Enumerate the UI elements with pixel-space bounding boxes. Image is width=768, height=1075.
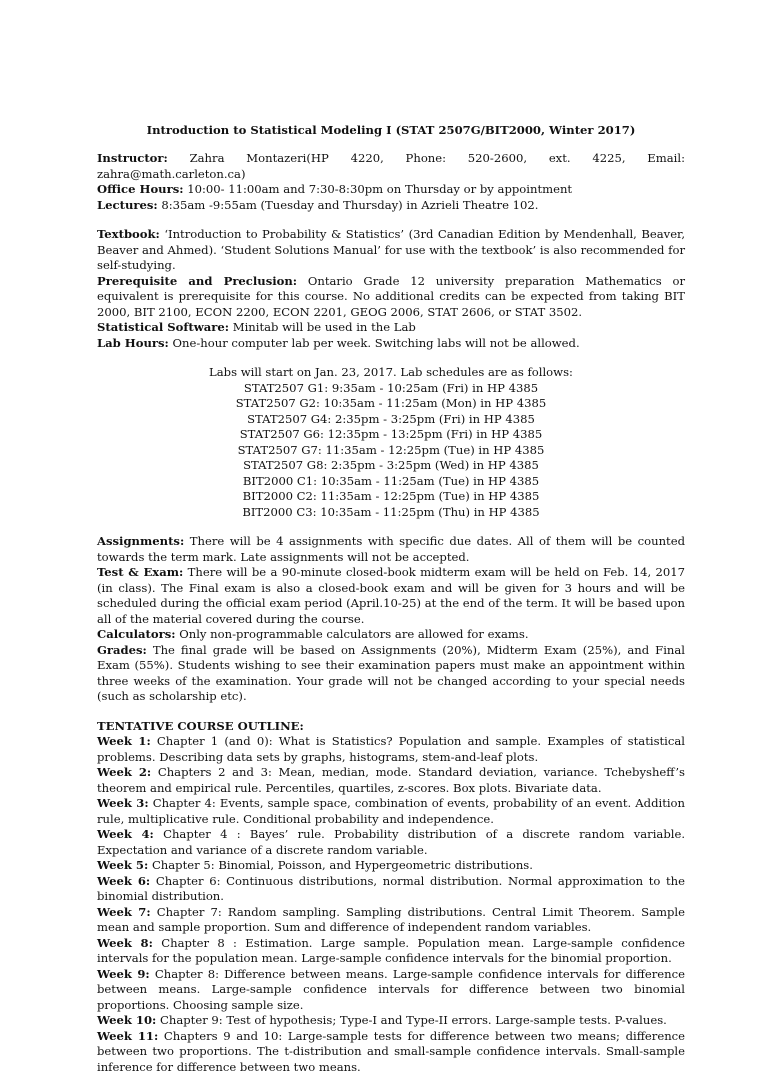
- lab-schedule-item: BIT2000 C3: 10:35am - 11:25pm (Thu) in HP 4385: [97, 505, 685, 521]
- instructor-label: Instructor:: [97, 151, 168, 165]
- week-label: Week 9:: [97, 967, 150, 981]
- lab-schedule-intro: Labs will start on Jan. 23, 2017. Lab schedules are as follows:: [97, 365, 685, 381]
- week-text: Chapter 7: Random sampling. Sampling distributions. Central Limit Theorem. Sample mean and sample proportion. Sum and difference of independent random variables.: [97, 905, 685, 935]
- office-hours-text: 10:00- 11:00am and 7:30-8:30pm on Thursday or by appointment: [187, 182, 572, 196]
- outline-week: [97, 905, 685, 936]
- lab-schedule-item: STAT2507 G2: 10:35am - 11:25am (Mon) in HP 4385: [97, 396, 685, 412]
- lab-schedule-item: STAT2507 G7: 11:35am - 12:25pm (Tue) in HP 4385: [97, 443, 685, 459]
- lab-schedule-item: STAT2507 G6: 12:35pm - 13:25pm (Fri) in HP 4385: [97, 427, 685, 443]
- test-exam-label: Test & Exam:: [97, 565, 183, 579]
- prerequisite-label: Prerequisite and Preclusion:: [97, 274, 297, 288]
- lab-schedule-item: STAT2507 G1: 9:35am - 10:25am (Fri) in HP 4385: [97, 381, 685, 397]
- instructor-text: Zahra Montazeri(HP 4220, Phone: 520-2600, ext. 4225, Email: zahra@math.carleton.ca): [97, 151, 685, 181]
- assignments-text: There will be 4 assignments with specific due dates. All of them will be counted towards the term mark. Late assignments will not be accepted.: [97, 534, 685, 564]
- grades-paragraph: [97, 643, 685, 705]
- software-text: Minitab will be used in the Lab: [233, 320, 416, 334]
- lab-schedule: [97, 365, 685, 520]
- week-text: Chapter 8 : Estimation. Large sample. Population mean. Large-sample confidence intervals for the population mean. Large-sample confidence intervals for the binomial proportion.: [97, 936, 685, 966]
- prerequisite-text: Ontario Grade 12 university preparation Mathematics or equivalent is prerequisite for this course. No additional credits can be expected from taking BIT 2000, BIT 2100, ECON 2200, ECON 2201, GEOG 2006, STAT 2606, or STAT 3502.: [97, 274, 685, 319]
- assignments-paragraph: [97, 534, 685, 565]
- outline-week: [97, 796, 685, 827]
- spacer: [97, 520, 685, 534]
- week-label: Week 11:: [97, 1029, 158, 1043]
- course-outline: [97, 719, 685, 1075]
- grades-text: The final grade will be based on Assignments (20%), Midterm Exam (25%), and Final Exam (55%). Students wishing to see their examination papers must make an appointment within three weeks of the examination. Your grade will not be changed according to your special needs (such as scholarship etc).: [97, 643, 685, 704]
- outline-week: [97, 936, 685, 967]
- office-hours-label: Office Hours:: [97, 182, 184, 196]
- week-label: Week 4:: [97, 827, 154, 841]
- spacer: [97, 351, 685, 365]
- textbook-paragraph: [97, 227, 685, 274]
- lectures-line: [97, 198, 685, 214]
- week-text: Chapter 4 : Bayes’ rule. Probability distribution of a discrete random variable. Expectation and variance of a discrete random variable.: [97, 827, 685, 857]
- prerequisite-paragraph: [97, 274, 685, 321]
- assignments-label: Assignments:: [97, 534, 184, 548]
- lectures-label: Lectures:: [97, 198, 158, 212]
- week-text: Chapter 8: Difference between means. Large-sample confidence intervals for difference between means. Large-sample confidence intervals for difference between two binomial proportions. Choosing sample size.: [97, 967, 685, 1012]
- week-label: Week 2:: [97, 765, 151, 779]
- outline-week: [97, 1029, 685, 1075]
- week-text: Chapter 9: Test of hypothesis; Type-I and Type-II errors. Large-sample tests. P-values.: [160, 1013, 667, 1027]
- week-label: Week 3:: [97, 796, 149, 810]
- lab-schedule-item: BIT2000 C2: 11:35am - 12:25pm (Tue) in HP 4385: [97, 489, 685, 505]
- document-page: [97, 122, 685, 1075]
- week-text: Chapter 1 (and 0): What is Statistics? Population and sample. Examples of statistical problems. Describing data sets by graphs, histograms, stem-and-leaf plots.: [97, 734, 685, 764]
- grades-label: Grades:: [97, 643, 147, 657]
- lab-hours-label: Lab Hours:: [97, 336, 169, 350]
- course-info: [97, 151, 685, 213]
- calculators-text: Only non-programmable calculators are allowed for exams.: [179, 627, 528, 641]
- course-requirements: [97, 227, 685, 351]
- test-exam-paragraph: [97, 565, 685, 627]
- lectures-text: 8:35am -9:55am (Tuesday and Thursday) in Azrieli Theatre 102.: [161, 198, 538, 212]
- outline-week: [97, 1013, 685, 1029]
- outline-heading: TENTATIVE COURSE OUTLINE:: [97, 719, 685, 735]
- test-exam-text: There will be a 90-minute closed-book midterm exam will be held on Feb. 14, 2017 (in class). The Final exam is also a closed-book exam and will be given for 3 hours and will be scheduled during the official exam period (April.10-25) at the end of the term. It will be based upon all of the material covered during the course.: [97, 565, 685, 626]
- week-text: Chapter 6: Continuous distributions, normal distribution. Normal approximation to the binomial distribution.: [97, 874, 685, 904]
- spacer: [97, 213, 685, 227]
- week-label: Week 5:: [97, 858, 148, 872]
- week-label: Week 8:: [97, 936, 153, 950]
- lab-hours-line: [97, 336, 685, 352]
- document-title: Introduction to Statistical Modeling I (STAT 2507G/BIT2000, Winter 2017): [97, 122, 685, 138]
- textbook-text: ‘Introduction to Probability & Statistics’ (3rd Canadian Edition by Mendenhall, Beaver, Beaver and Ahmed). ‘Student Solutions Manual’ for use with the textbook’ is also recommended for self-studying.: [97, 227, 685, 272]
- software-line: [97, 320, 685, 336]
- outline-week: [97, 858, 685, 874]
- course-policies: [97, 534, 685, 705]
- week-label: Week 6:: [97, 874, 150, 888]
- week-text: Chapter 4: Events, sample space, combination of events, probability of an event. Addition rule, multiplicative rule. Conditional probability and independence.: [97, 796, 685, 826]
- outline-week: [97, 734, 685, 765]
- outline-week: [97, 874, 685, 905]
- week-text: Chapters 9 and 10: Large-sample tests for difference between two means; difference between two proportions. The t-distribution and small-sample confidence intervals. Small-sample inference for difference between two means.: [97, 1029, 685, 1074]
- week-label: Week 10:: [97, 1013, 156, 1027]
- week-label: Week 7:: [97, 905, 151, 919]
- outline-week: [97, 827, 685, 858]
- outline-week: [97, 765, 685, 796]
- calculators-line: [97, 627, 685, 643]
- lab-schedule-item: STAT2507 G8: 2:35pm - 3:25pm (Wed) in HP 4385: [97, 458, 685, 474]
- instructor-line: [97, 151, 685, 182]
- outline-week: [97, 967, 685, 1014]
- spacer: [97, 705, 685, 719]
- week-label: Week 1:: [97, 734, 151, 748]
- week-text: Chapters 2 and 3: Mean, median, mode. Standard deviation, variance. Tchebysheff’s theorem and empirical rule. Percentiles, quartiles, z-scores. Box plots. Bivariate data.: [97, 765, 685, 795]
- textbook-label: Textbook:: [97, 227, 160, 241]
- calculators-label: Calculators:: [97, 627, 176, 641]
- week-text: Chapter 5: Binomial, Poisson, and Hypergeometric distributions.: [152, 858, 533, 872]
- lab-schedule-item: BIT2000 C1: 10:35am - 11:25am (Tue) in HP 4385: [97, 474, 685, 490]
- lab-schedule-item: STAT2507 G4: 2:35pm - 3:25pm (Fri) in HP 4385: [97, 412, 685, 428]
- office-hours-line: [97, 182, 685, 198]
- lab-hours-text: One-hour computer lab per week. Switching labs will not be allowed.: [173, 336, 580, 350]
- software-label: Statistical Software:: [97, 320, 229, 334]
